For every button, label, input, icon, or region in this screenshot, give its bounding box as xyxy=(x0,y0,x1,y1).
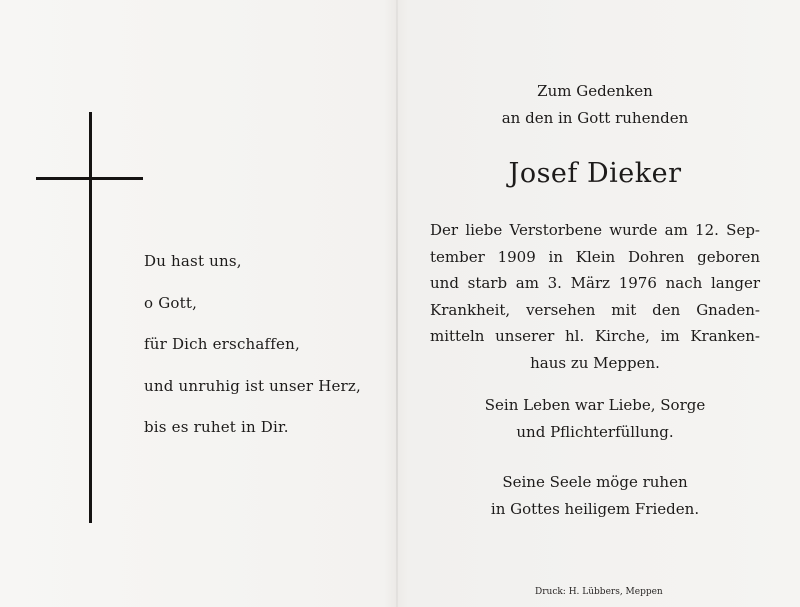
stanza-line: in Gottes heiligem Frieden. xyxy=(490,500,700,518)
verse-line: o Gott, xyxy=(144,293,198,312)
bio-line: Krankheit, versehen mit den Gnaden- xyxy=(430,300,760,319)
bio-line: und starb am 3. März 1976 nach langer xyxy=(430,274,760,293)
cross-icon-vertical xyxy=(89,112,92,523)
stanza-line: Seine Seele möge ruhen xyxy=(502,473,688,491)
verse-line: bis es ruhet in Dir. xyxy=(144,418,289,436)
stanza-line: und Pflichterfüllung. xyxy=(516,423,674,441)
printer-credit: Druck: H. Lübbers, Meppen xyxy=(535,587,663,597)
bio-line: tember 1909 in Klein Dohren geboren xyxy=(430,247,760,266)
verse-line: Du hast uns, xyxy=(144,252,242,270)
stanza-life xyxy=(430,392,760,446)
card-fold xyxy=(396,0,398,607)
verse-line: für Dich erschaffen, xyxy=(144,335,300,353)
bio-line: haus zu Meppen. xyxy=(530,353,660,372)
intro-line: an den in Gott ruhenden xyxy=(501,109,689,127)
verse-line: und unruhig ist unser Herz, xyxy=(144,376,361,395)
stanza-peace xyxy=(430,469,760,523)
cross-icon-horizontal xyxy=(36,177,143,180)
stanza-line: Sein Leben war Liebe, Sorge xyxy=(484,396,706,414)
bio-line: Der liebe Verstorbene wurde am 12. Sep- xyxy=(430,221,760,239)
verse xyxy=(144,241,384,449)
deceased-name: Josef Dieker xyxy=(508,158,682,189)
biography xyxy=(430,217,760,377)
bio-line: mitteln unserer hl. Kirche, im Kranken- xyxy=(430,327,760,346)
intro xyxy=(430,78,760,132)
intro-line: Zum Gedenken xyxy=(537,82,653,100)
